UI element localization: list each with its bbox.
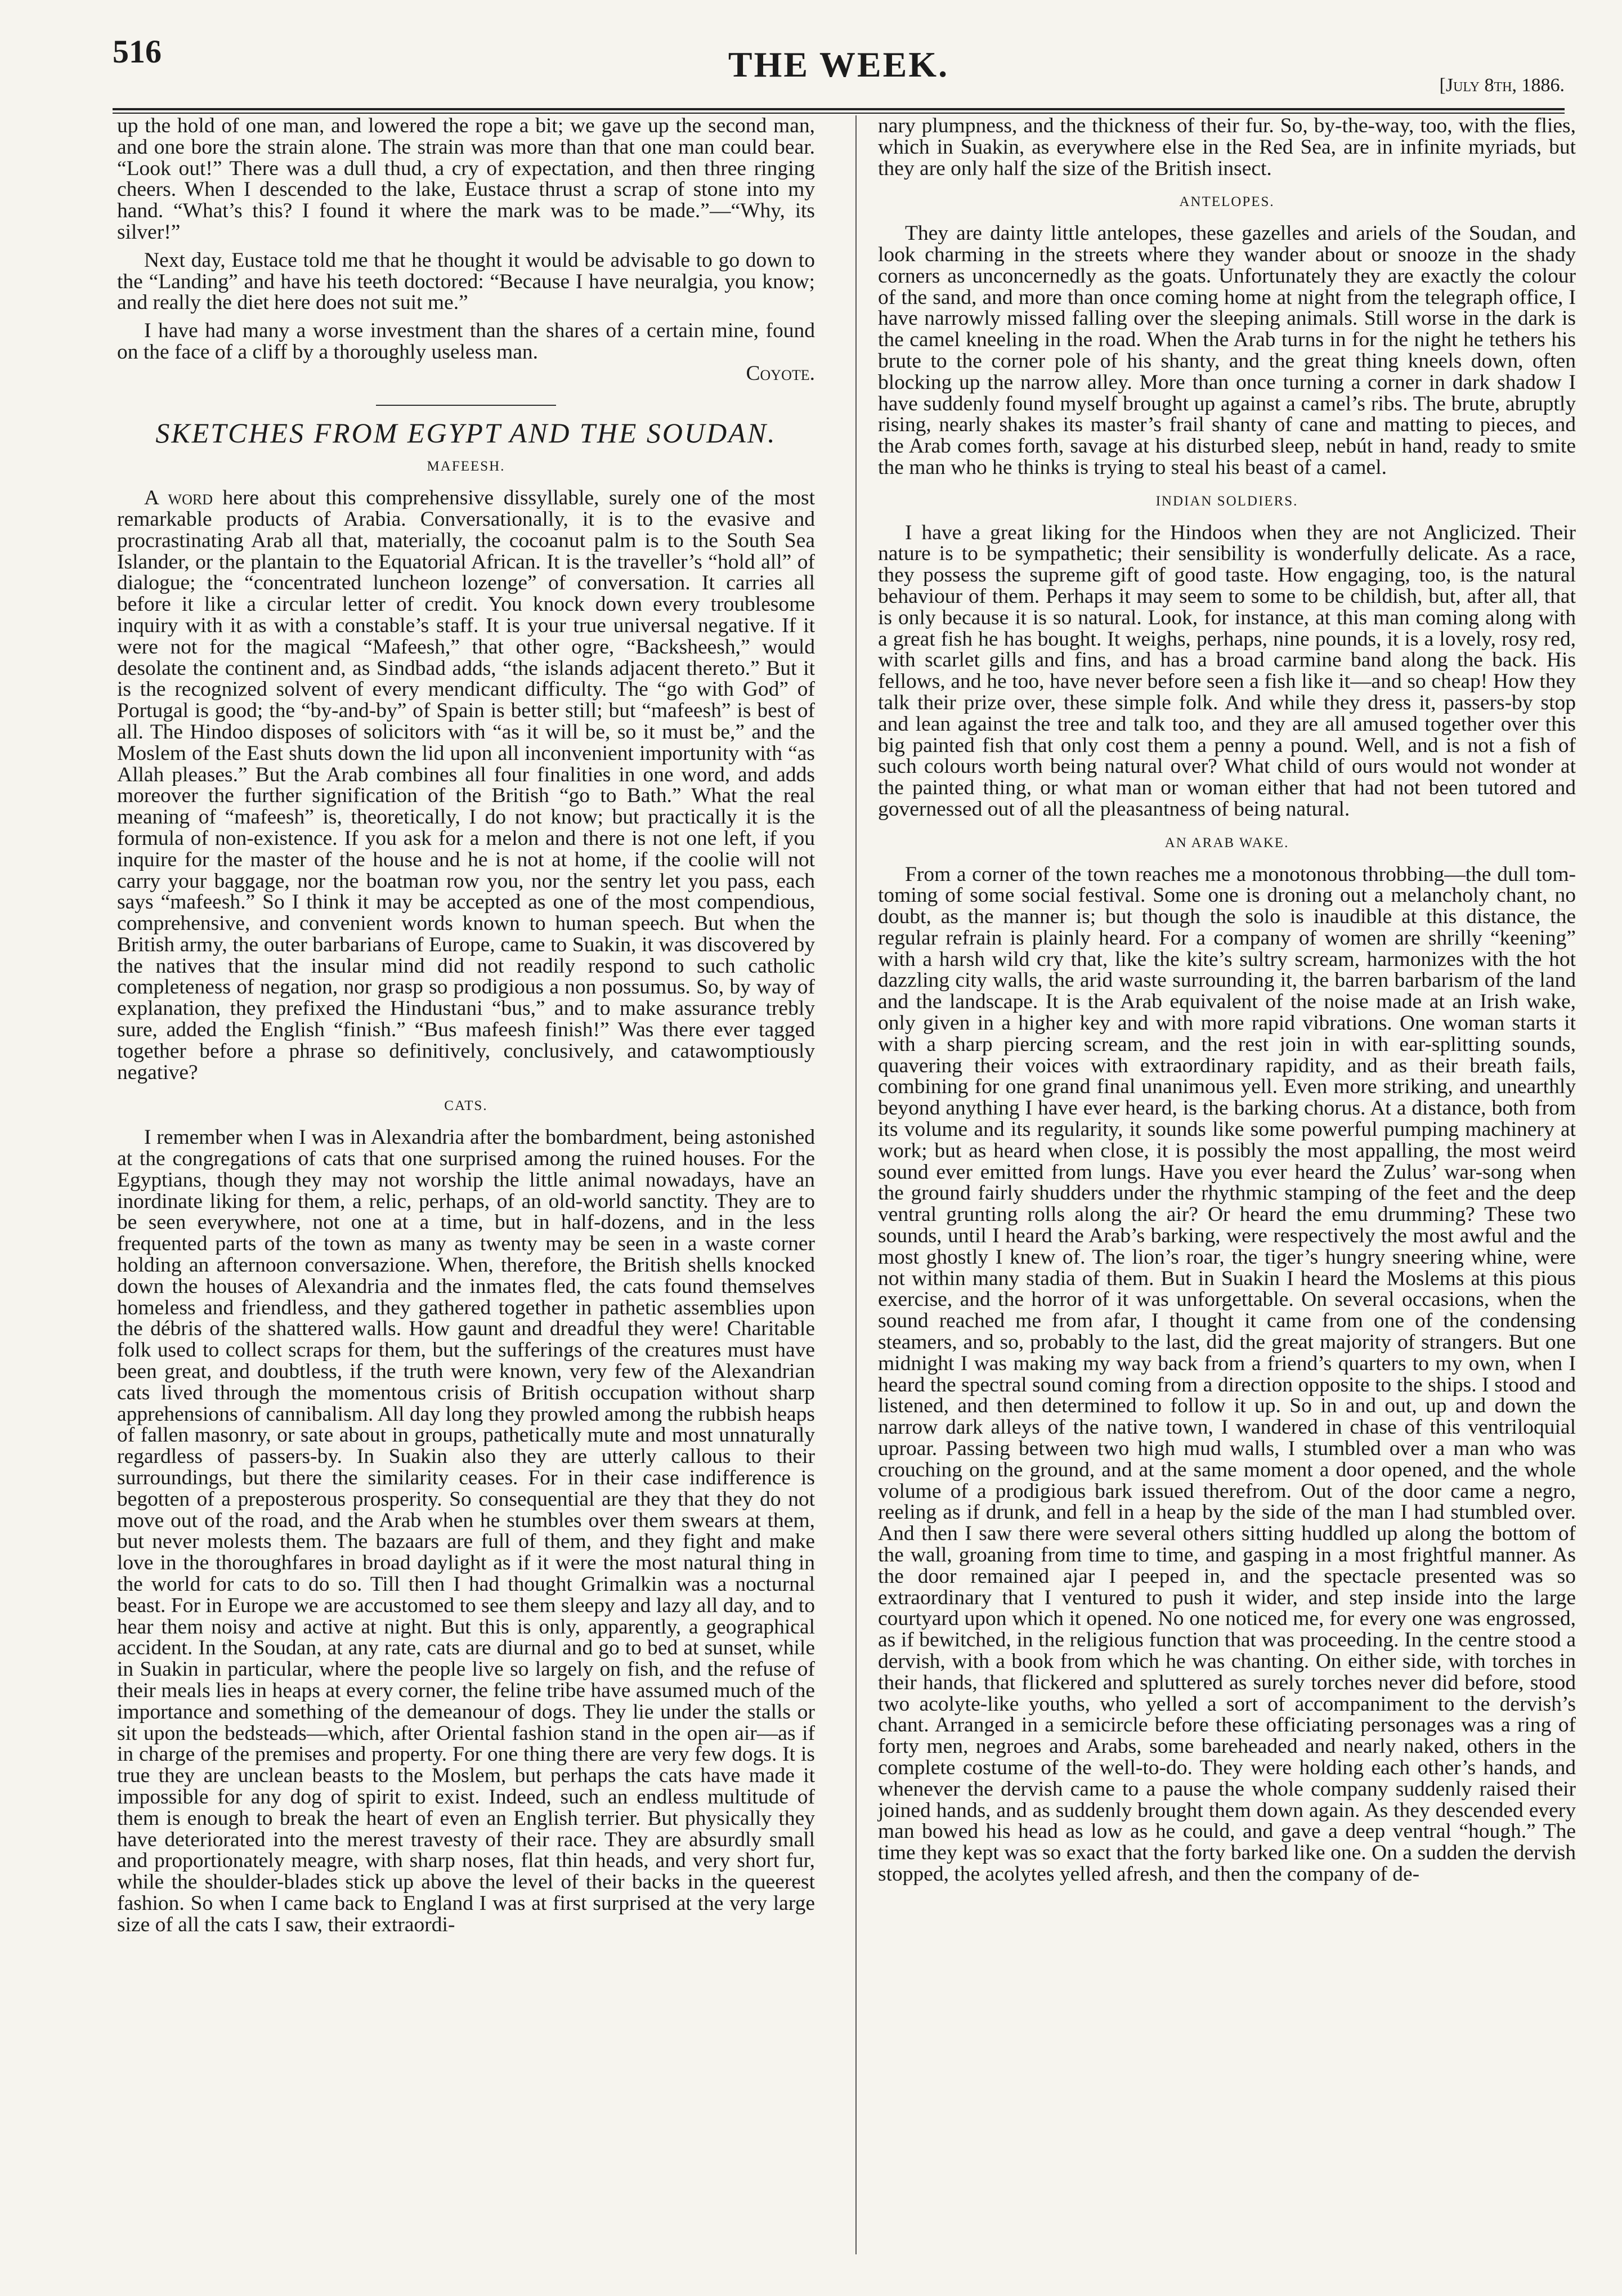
page-header [113, 27, 1565, 100]
header-rule [113, 108, 1565, 114]
section-heading-cats: CATS. [444, 1098, 488, 1114]
author-signature: Coyote. [746, 361, 815, 385]
left-column [117, 115, 815, 1943]
paragraph: Next day, Eustace told me that he thought it would be advisable to go down to the “Landing” and have his teeth doctored: “Because I have neuralgia, you know; and really the diet here does not suit me.” [117, 248, 815, 315]
paragraph [117, 320, 815, 384]
paragraph-text: I have had many a worse investment than the shares of a certain mine, found on the face of a cliff by a thoroughly useless man. [117, 319, 815, 364]
right-column [878, 115, 1576, 1892]
section-heading-indian-soldiers: INDIAN SOLDIERS. [1155, 493, 1298, 509]
paragraph-arab-wake: From a corner of the town reaches me a monotonous throbbing—the dull tom-toming of some social festival. Some one is droning out a melancholy chant, no doubt, as the manner is; but though the solo is inaudible at this distance, the regular refrain is plainly heard. For a company of women are shrilly “keening” with a harsh wild cry that, like the kite’s sultry scream, harmonizes with the hot dazzling city walls, the arid waste surrounding it, the barren barbarism of the land and the landscape. It is the Arab equivalent of the noise made at an Irish wake, only given in a higher key and with more rapid vibrations. One woman starts it with a sharp piercing scream, and the rest join in with ear-splitting sounds, quavering their voices with extraordinary rapidity, and as their breath fails, combining for one grand final unanimous yell. Even more striking, and unearthly beyond anything I have ever heard, is the barking chorus. At a distance, both from its volume and its regularity, it sounds like some powerful pumping machinery at work; but as heard when close, it is possibly the most appalling, the most weird sound ever emitted from lungs. Have you ever heard the Zulus’ war-song when the ground fairly shudders under the rhythmic stamping of the feet and the deep ventral grunting rolls along the air? Or heard the emu drumming? These two sounds, until I heard the Arab’s barking, were respectively the most awful and the most ghostly I knew of. The lion’s roar, the tiger’s hungry sneering whine, were not within many stadia of them. But in Suakin I heard the Moslems at this pious exercise, and the horror of it was unforgettable. On several occasions, when the sound reached me from afar, I thought it came from one of the condensing steamers, and so, probably to the last, did the great majority of strangers. But one midnight I was making my way back from a friend’s quarters to my own, when I heard the spectral sound coming from a direction opposite to the ships. I stood and listened, and then determined to follow it up. So in and out, up and down the narrow dark alleys of the native town, I wandered in chase of this ventriloquial uproar. Passing between two high mud walls, I stumbled over a man who was crouching on the ground, and at the same moment a door opened, and the whole volume of a prodigious bark issued therefrom. Out of the door came a negro, reeling as if drunk, and fell in a heap by the side of the man I had stumbled over. And then I saw there were several others sitting huddled up along the bottom of the wall, groaning from time to time, and gasping in a most frightful manner. As the door remained ajar I peeped in, and the spectacle presented was so extraordinary that I ventured to push it wider, and step inside into the large courtyard upon which it opened. No one noticed me, for every one was engrossed, as if bewitched, in the religious function that was proceeding. In the centre stood a dervish, with a book from which he was chanting. On either side, with torches in their hands, that flickered and spluttered as surely torches never did before, stood two acolyte-like youths, who yelled a sort of accompaniment to the dervish’s chant. Arranged in a semicircle before these officiating personages was a ring of forty men, negroes and Arabs, some bareheaded and nearly naked, others in the complete costume of the well-to-do. They were holding each other’s hands, and whenever the dervish came to a pause the whole company suddenly raised their joined hands, and as suddenly brought them down again. As they descended every man bowed his head as low as he could, and gave a deep ventral “hough.” The time they kept was so exact that the forty barked like one. On a sudden the dervish stopped, the acolytes yelled afresh, and then the company of de- [878, 862, 1576, 1886]
paragraph-antelopes: They are dainty little antelopes, these gazelles and ariels of the Soudan, and look charming in the streets where they wander about or snooze in the shady corners as unconcernedly as the goats. Unfortunately they are exactly the colour of the sand, and more than once coming home at night from the telegraph office, I have narrowly missed falling over the sleeping animals. Still worse in the dark is the camel kneeling in the road. When the Arab turns in for the night he tethers his brute to the corner pole of his shanty, and the great thing kneels down, often blocking up the narrow alley. More than once turning a corner in dark shadow I have suddenly found myself brought up against a camel’s ribs. The brute, abruptly rising, nearly shakes its master’s frail shanty of cane and matting to pieces, and the Arab comes forth, savage at his disturbed sleep, nebút in hand, ready to smite the man who he thinks is trying to steal his beast of a camel. [878, 222, 1576, 479]
paragraph-cats: I remember when I was in Alexandria after the bombardment, being astonished at the congregations of cats that one surprised among the ruined houses. For the Egyptians, though they may not worship the little animal nowadays, have an inordinate liking for them, a relic, perhaps, of an old-world sanctity. They are to be seen everywhere, not one at a time, but in half-dozens, and in the less frequented parts of the town as many as twenty may be seen in a waste corner holding an afternoon conversazione. When, therefore, the British shells knocked down the houses of Alexandria and the inmates fled, the cats found themselves homeless and friendless, and they gathered together in pathetic assemblies upon the débris of the shattered walls. How gaunt and dreadful they were! Charitable folk used to collect scraps for them, but the sufferings of the creatures must have been great, and doubtless, if the truth were known, very few of the Alexandrian cats lived through the momentous crisis of British occupation without sharp apprehensions of cannibalism. All day long they prowled among the rubbish heaps of fallen masonry, or sate about in groups, pathetically mute and most unnaturally regardless of passers-by. In Suakin also they are utterly callous to their surroundings, but there the similarity ceases. For in their case indifference is begotten of a preposterous prosperity. So consequential are they that they do not move out of the road, and the Arab when he stumbles over them swears at them, but never molests them. The bazaars are full of them, and they fight and make love in the thoroughfares in broad daylight as if it were the most natural thing in the world for cats to do so. Till then I had thought Grimalkin was a nocturnal beast. For in Europe we are accustomed to see them sleepy and lazy all day, and to hear them noisy and active at night. But this is only, apparently, a geographical accident. In the Soudan, at any rate, cats are diurnal and go to bed at sunset, while in Suakin in particular, where the people live so largely on fish, and the refuse of their meals lies in heaps at every corner, the feline tribe have assumed much of the importance and something of the demeanour of dogs. They lie under the stalls or sit upon the bedsteads—which, after Oriental fashion stand in the open air—as if in charge of the premises and property. For one thing there are very few dogs. It is true they are unclean beasts to the Moslem, but perhaps the cats have made it impossible for any dog of spirit to exist. Indeed, such an endless multitude of them is enough to break the heart of even an English terrier. But physically they have deteriorated into the merest travesty of their race. They are absurdly small and proportionately meagre, with sharp noses, flat thin heads, and very short fur, while the shoulder-blades stick up above the level of their backs in the queerest fashion. So when I came back to England I was at first surprised at the very large size of all the cats I saw, their extraordi- [117, 1126, 815, 1936]
section-separator [376, 405, 556, 406]
section-heading-mafeesh: MAFEESH. [427, 459, 505, 475]
paragraph-mafeesh [117, 487, 815, 1083]
lead-word: A word [144, 486, 213, 510]
journal-title: THE WEEK. [728, 44, 949, 84]
paragraph-text: here about this comprehensive dissyllable, surely one of the most remarkable products of Arabia. Conversationally, it is to the evasive and procrastinating Arab all that, materially, the cocoanut palm is to the South Sea Islander, or the plantain to the Equatorial African. It is the traveller’s “hold all” of dialogue; the “concentrated luncheon lozenge” of conversation. It carries all before it like a circular letter of credit. You knock down every troublesome inquiry with it as with a constable’s staff. It is your true universal negative. If it were not for the magical “Mafeesh,” that other ogre, “Backsheesh,” would desolate the continent and, as Sindbad adds, “the islands adjacent thereto.” But it is the recognized solvent of every mendicant difficulty. The “go with God” of Portugal is good; the “by-and-by” of Spain is better still; but “mafeesh” is best of all. The Hindoo disposes of solicitors with “as it will be, so it must be,” and the Moslem of the East shuts down the lid upon all inconvenient importunity with “as Allah pleases.” But the Arab combines all four finalities in one word, and adds moreover the further signification of the British “go to Bath.” What the real meaning of “mafeesh” is, theoretically, I do not know; but practically it is the formula of non-existence. If you ask for a melon and there is not one left, if you inquire for the master of the house and he is not at home, if the coolie will not carry your baggage, nor the boatman row you, nor the sentry let you pass, each says “mafeesh.” So I think it may be accepted as one of the most compendious, comprehensive, and convenient words known to human speech. But when the British army, the outer barbarians of Europe, came to Suakin, it was discovered by the natives that the insular mind did not readily respond to such catholic completeness of negation, nor grasp so prodigious a non possumus. So, by way of explanation, they prefixed the Hindustani “bus,” and to make assurance trebly sure, added the English “finish.” “Bus mafeesh finish!” Was there ever tagged together before a phrase so definitively, conclusively, and catawomptiously negative? [117, 486, 816, 1084]
paragraph: up the hold of one man, and lowered the rope a bit; we gave up the second man, and one bore the strain alone. The strain was more than that one man could bear. “Look out!” There was a dull thud, a cry of expectation, and then three ringing cheers. When I descended to the lake, Eustace thrust a scrap of stone into my hand. “What’s this? I found it where the mark was to be made.”—“Why, its silver!” [117, 114, 815, 244]
issue-date: [July 8th, 1886. [1439, 75, 1565, 96]
column-divider [855, 115, 857, 2254]
paragraph: nary plumpness, and the thickness of their fur. So, by-the-way, too, with the flies, which in Suakin, as everywhere else in the Red Sea, are in infinite myriads, but they are only half the size of the British insect. [878, 114, 1576, 180]
section-heading-antelopes: ANTELOPES. [1179, 194, 1275, 210]
article-title: SKETCHES FROM EGYPT AND THE SOUDAN. [155, 417, 777, 449]
section-heading-arab-wake: AN ARAB WAKE. [1164, 835, 1289, 851]
paragraph-indian-soldiers: I have a great liking for the Hindoos when they are not Anglicized. Their nature is to be sympathetic; their sensibility is wonderfully delicate. As a race, they possess the supreme gift of good taste. How engaging, too, is the natural behaviour of them. Perhaps it may seem to some to be childish, but, after all, that is only because it is so natural. Look, for instance, at this man coming along with a great fish he has bought. It weighs, perhaps, nine pounds, it is a lovely, rosy red, with scarlet gills and fins, and has a broad carmine band along the back. His fellows, and he too, have never before seen a fish like it—and so cheap! How they talk their prize over, these simple folk. And while they dress it, passers-by stop and lean against the tree and talk too, and they are all amused together over this big painted fish that only cost them a penny a pound. Well, and is not a fish of such colours worth being natural over? What child of ours would not wonder at the painted thing, or what man or woman either that had not been tutored and governessed out of all the pleasantness of being natural. [878, 521, 1576, 821]
page-number: 516 [113, 33, 162, 70]
